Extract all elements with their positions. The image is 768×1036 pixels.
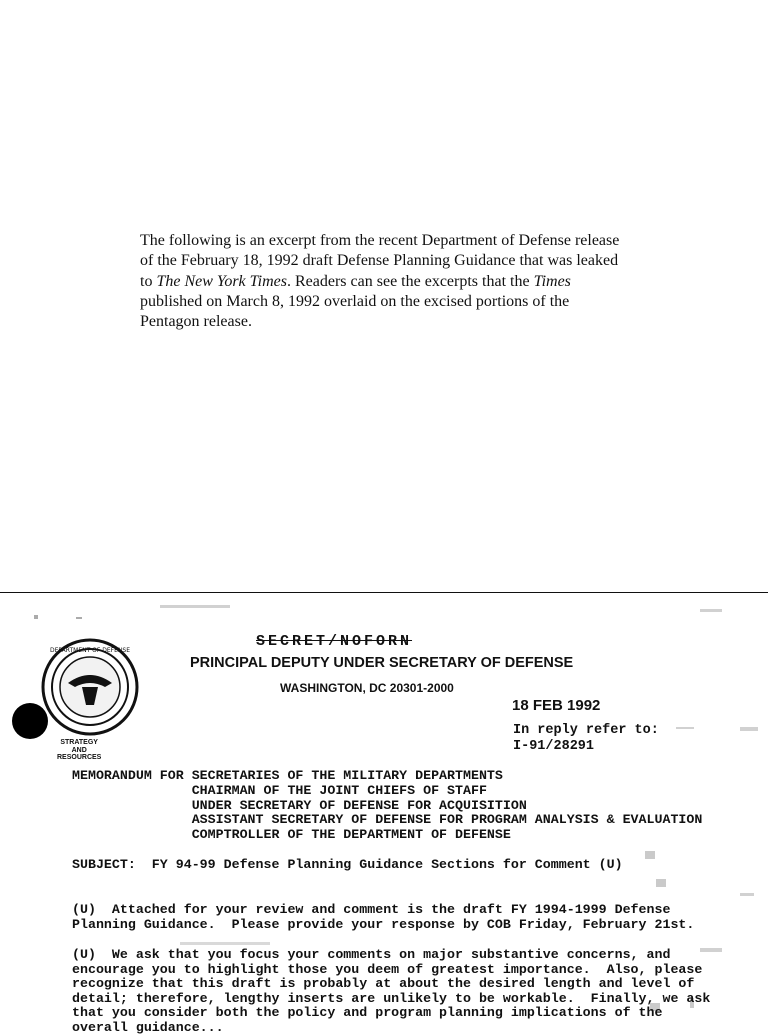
office-label: STRATEGY AND RESOURCES xyxy=(57,739,102,761)
office-heading: PRINCIPAL DEPUTY UNDER SECRETARY OF DEFENSE xyxy=(190,655,574,671)
memo-paragraph-1: (U) Attached for your review and comment is the draft FY 1994-1999 Defense Planning Guidance. Please provide your response by COB Friday, February 21st. xyxy=(72,902,695,932)
office-location: WASHINGTON, DC 20301-2000 xyxy=(280,681,454,695)
memo-date: 18 FEB 1992 xyxy=(512,697,601,714)
svg-text:DEPARTMENT OF DEFENSE: DEPARTMENT OF DEFENSE xyxy=(50,647,130,654)
scanned-memo xyxy=(0,592,768,1035)
intro-newspaper-name: The New York Times xyxy=(156,272,287,290)
dod-seal-icon xyxy=(8,637,134,747)
intro-text-3: published on March 8, 1992 overlaid on the excised portions of the Pentagon release. xyxy=(140,292,570,331)
memo-addressees: MEMORANDUM FOR SECRETARIES OF THE MILITARY DEPARTMENTS CHAIRMAN OF THE JOINT CHIEFS OF STAFF UNDER SECRETARY OF DEFENSE FOR ACQUISITION ASSISTANT SECRETARY OF DEFENSE FOR PROGRAM ANALYSIS & EVALUATION COMPTROLLER OF THE DEPARTMENT OF DEFENSE xyxy=(72,768,703,843)
intro-text-1: The following is an excerpt from the recent Department of Defense release of the February 18, 1992 draft Defense Planning Guidance that was leaked to xyxy=(140,232,620,290)
classification-marking: SECRET/NOFORN xyxy=(256,633,413,650)
reply-reference: In reply refer to: I-91/28291 xyxy=(513,723,659,754)
memo-subject: SUBJECT: FY 94-99 Defense Planning Guidance Sections for Comment (U) xyxy=(72,857,623,872)
intro-times-name: Times xyxy=(533,272,571,290)
memo-paragraph-2: (U) We ask that you focus your comments on major substantive concerns, and encourage you to highlight those you deem of greatest importance. Also, please recognize that this draft is probably at about the desired length and level of detail; therefore, lengthy inserts are unlikely to be workable. Finally, we ask that you consider both the policy and program planning implications of the overall guidance... xyxy=(72,947,711,1035)
intro-paragraph xyxy=(140,231,620,332)
intro-text-2: . Readers can see the excerpts that the xyxy=(287,272,534,290)
